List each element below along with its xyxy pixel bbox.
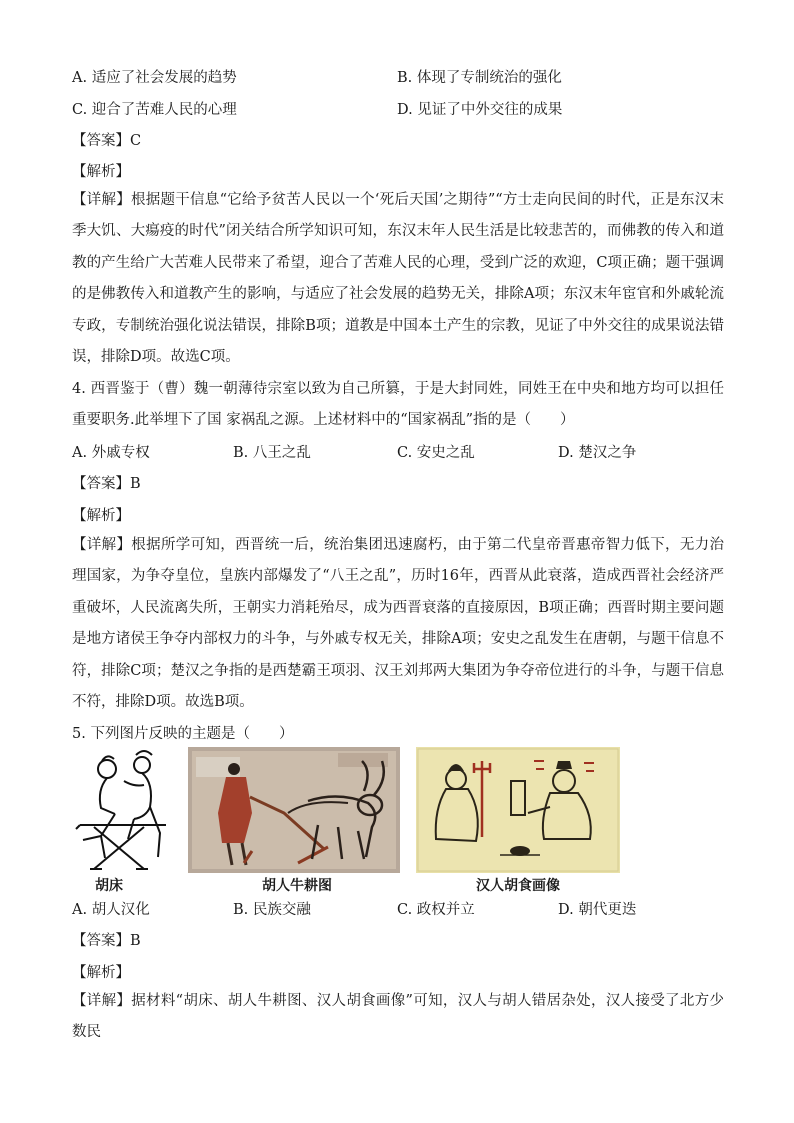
q5-option-d: D. 朝代更迭 — [558, 902, 637, 918]
caption-hu-ren-niu-geng: 胡人牛耕图 — [262, 878, 332, 894]
q4-option-a: A. 外戚专权 — [72, 445, 150, 461]
q5-analysis-heading: 【解析】 — [72, 965, 130, 981]
hu-chuang-image — [72, 747, 176, 873]
q5-option-a: A. 胡人汉化 — [72, 902, 150, 918]
caption-han-ren-hu-shi: 汉人胡食画像 — [476, 878, 560, 894]
q4-stem: 4. 西晋鉴于（曹）魏一朝薄待宗室以致为自己所篡，于是大封同姓，同姓王在中央和地方均可以担任重要职务.此举埋下了国 家祸乱之源。上述材料中的“国家祸乱”指的是（ ） — [72, 381, 724, 429]
q3-detail: 【详解】根据题干信息“它给予贫苦人民以一个‘死后天国’之期待”“方士走向民间的时代，正是东汉末季大饥、大瘍疫的时代”闭关结合所学知识可知，东汉末年人民生活是比较悲苦的，而佛教的传入和道教的产生给广大苦难人民带来了希望，迎合了苦难人民的心理，受到广泛的欢迎，C项正确；题干强调的是佛教传入和道教产生的影响，与适应了社会发展的趋势无关，排除A项；东汉末年宦官和外戚轮流专政，专制统治强化说法错误，排除B项；道教是中国本土产生的宗教，见证了中外交往的成果说法错误，排除D项。故选C项。 — [72, 192, 724, 366]
han-ren-hu-shi-image — [416, 747, 620, 873]
q4-option-c: C. 安史之乱 — [397, 445, 475, 461]
q5-answer: 【答案】B — [72, 933, 141, 949]
q3-option-d: D. 见证了中外交往的成果 — [397, 102, 563, 118]
q4-answer: 【答案】B — [72, 476, 141, 492]
q3-answer: 【答案】C — [72, 133, 142, 149]
q3-analysis-heading: 【解析】 — [72, 164, 130, 180]
q5-option-b: B. 民族交融 — [233, 902, 311, 918]
q3-option-b: B. 体现了专制统治的强化 — [397, 70, 562, 86]
q3-option-a: A. 适应了社会发展的趋势 — [72, 70, 237, 86]
q4-option-b: B. 八王之乱 — [233, 445, 311, 461]
q5-stem: 5. 下列图片反映的主题是（ ） — [72, 726, 294, 742]
q3-option-c: C. 迎合了苦难人民的心理 — [72, 102, 237, 118]
caption-hu-chuang: 胡床 — [95, 878, 123, 894]
q5-option-c: C. 政权并立 — [397, 902, 475, 918]
hu-ren-niu-geng-image — [188, 747, 400, 873]
q4-analysis-heading: 【解析】 — [72, 508, 130, 524]
q5-detail: 【详解】据材料“胡床、胡人牛耕图、汉人胡食画像”可知，汉人与胡人错居杂处，汉人接受了北方少数民 — [72, 993, 724, 1041]
q5-figure-row — [72, 747, 632, 897]
q4-detail: 【详解】根据所学可知，西晋统一后，统治集团迅速腐朽，由于第二代皇帝晋惠帝智力低下，无力治理国家，为争夺皇位，皇族内部爆发了“八王之乱”，历时16年，西晋从此衰落，造成西晋社会经济严重破坏，人民流离失所，王朝实力消耗殆尽，成为西晋衰落的直接原因，B项正确；西晋时期主要问题是地方诸侯王争夺内部权力的斗争，与外戚专权无关，排除A项；安史之乱发生在唐朝，与题干信息不符，排除C项；楚汉之争指的是西楚霸王项羽、汉王刘邦两大集团为争夺帝位进行的斗争，与题干信息不符，排除D项。故选B项。 — [72, 537, 724, 711]
q4-option-d: D. 楚汉之争 — [558, 445, 637, 461]
